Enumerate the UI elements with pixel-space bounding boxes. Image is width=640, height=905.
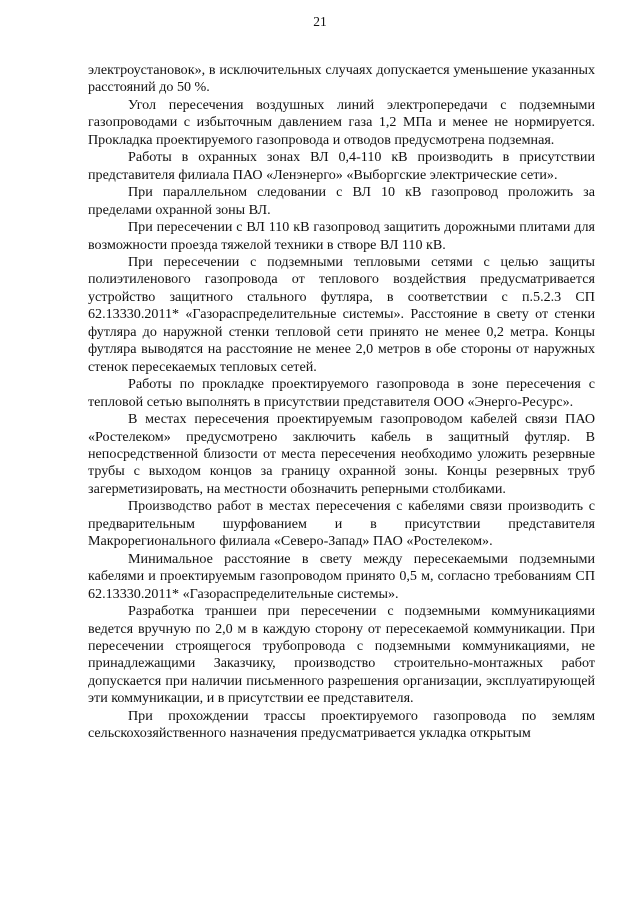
paragraph-heat-network-works: Работы по прокладке проектируемого газопровода в зоне пересечения с тепловой сетью выполнять в присутствии представителя ООО «Энерго-Ресурс». xyxy=(88,376,595,410)
paragraph-crossing-angle: Угол пересечения воздушных линий электропередачи с подземными газопроводами с избыточным давлением газа 1,2 МПа и менее не нормируется. Прокладка проектируемого газопровода и отводов предусмотрена подземная. xyxy=(88,96,595,148)
paragraph-110kv-crossing: При пересечении с ВЛ 110 кВ газопровод защитить дорожными плитами для возможности проезда тяжелой техники в створе ВЛ 110 кВ. xyxy=(88,219,595,253)
page-number: 21 xyxy=(313,14,327,29)
paragraph-cable-works: Производство работ в местах пересечения с кабелями связи производить с предварительным шурфованием и в присутствии представителя Макрорегионального филиала «Северо-Запад» ПАО «Ростелеком». xyxy=(88,498,595,550)
paragraph-minimum-distance: Минимальное расстояние в свету между пересекаемыми подземными кабелями и проектируемым газопроводом принято 0,5 м, согласно требованиям СП 62.13330.2011* «Газораспределительные системы». xyxy=(88,550,595,602)
paragraph-parallel-route: При параллельном следовании с ВЛ 10 кВ газопровод проложить за пределами охранной зоны ВЛ. xyxy=(88,184,595,218)
paragraph-communication-cables: В местах пересечения проектируемым газопроводом кабелей связи ПАО «Ростелеком» предусмотрено заключить кабель в защитный футляр. В непосредственной близости от места пересечения необходимо уложить резервные трубы с выходом концов за границу охранной зоны. Концы резервных труб загерметизировать, на местности обозначить реперными столбиками. xyxy=(88,411,595,497)
paragraph-protection-zones: Работы в охранных зонах ВЛ 0,4-110 кВ производить в присутствии представителя филиала ПАО «Ленэнерго» «Выборгские электрические сети». xyxy=(88,149,595,183)
document-body xyxy=(88,62,595,743)
paragraph-trench-excavation: Разработка траншеи при пересечении с подземными коммуникациями ведется вручную по 2,0 м в каждую сторону от пересекаемой коммуникации. При пересечении строящегося трубопровода с подземными коммуникациями, не принадлежащими Заказчику, производство строительно-монтажных работ допускается при наличии письменного разрешения организации, эксплуатирующей эти коммуникации, и в присутствии ее представителя. xyxy=(88,603,595,707)
paragraph-agricultural-land: При прохождении трассы проектируемого газопровода по землям сельскохозяйственного назначения предусматривается укладка открытым xyxy=(88,707,595,742)
paragraph-continued: электроустановок», в исключительных случаях допускается уменьшение указанных расстояний до 50 %. xyxy=(88,62,595,96)
paragraph-heat-network-crossing: При пересечении с подземными тепловыми сетями с целью защиты полиэтиленового газопровода от теплового воздействия предусматривается устройство защитного стального футляра, в соответствии с п.5.2.3 СП 62.13330.2011* «Газораспределительные системы». Расстояние в свету от стенки футляра до наружной стенки тепловой сети принято не менее 0,2 метра. Концы футляра выводятся на расстояние не менее 2,0 метров в обе стороны от наружных стенок пересекаемых тепловых сетей. xyxy=(88,253,595,375)
